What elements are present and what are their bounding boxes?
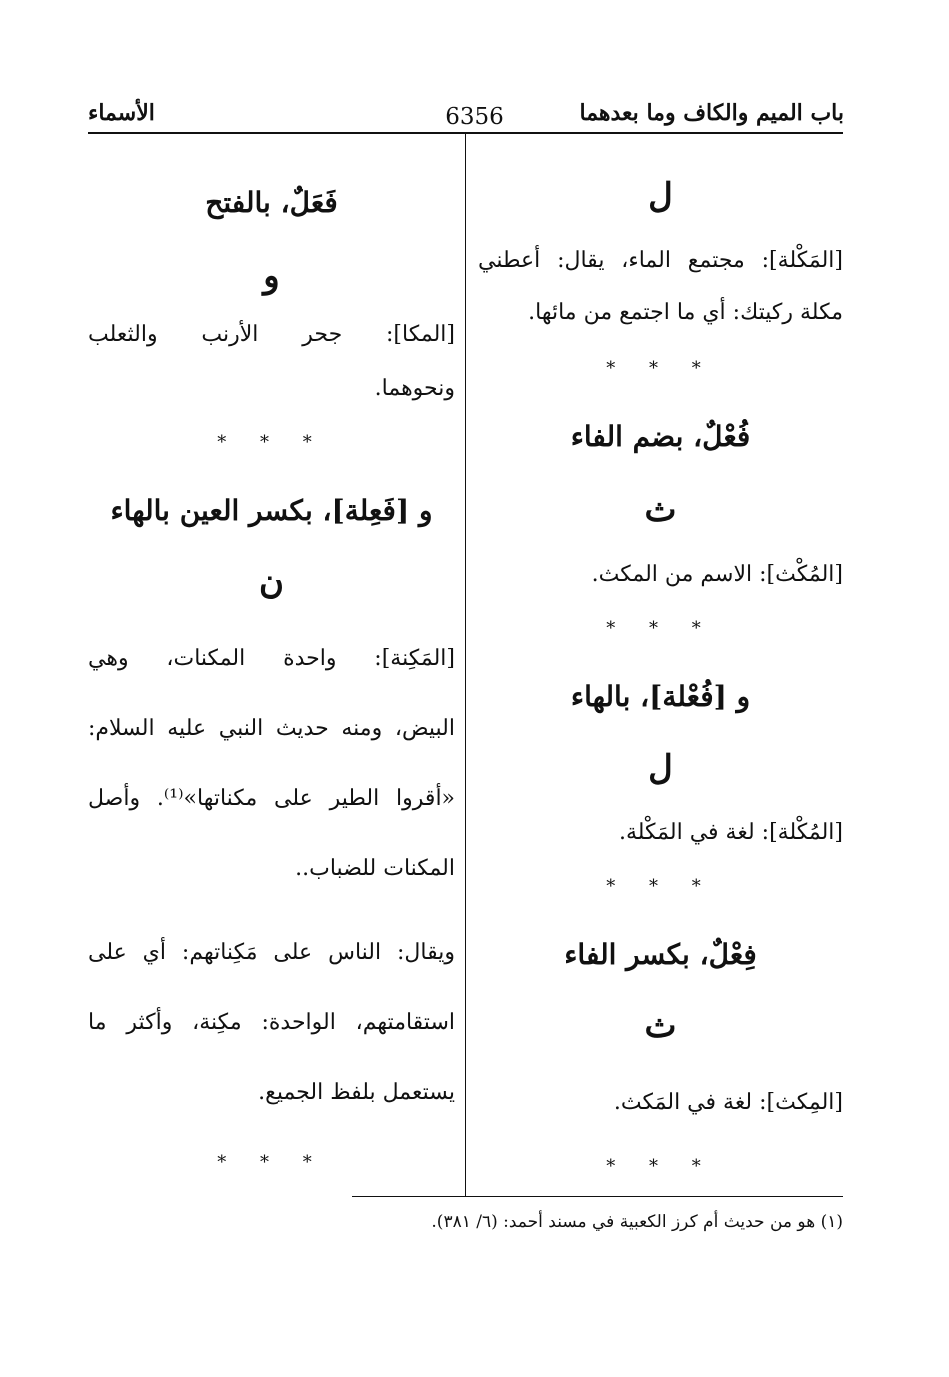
entry-line: «أقروا الطير على مكناتها»⁽¹⁾. وأصل [88, 786, 456, 811]
entry-line: مكلة ركيتك: أي ما اجتمع من مائها. [528, 300, 843, 325]
running-header-right: باب الميم والكاف وما بعدهما [579, 100, 844, 126]
section-separator: * * * [606, 1156, 715, 1177]
section-separator: * * * [606, 618, 715, 639]
pattern-heading: فِعْلٌ، بكسر الفاء [564, 938, 757, 971]
footnote-rule [352, 1196, 843, 1197]
root-letter: ل [648, 748, 673, 788]
entry-line: المكنات للضباب.. [295, 856, 455, 881]
root-letter: و [263, 256, 280, 296]
section-separator: * * * [606, 358, 715, 379]
root-letter: ل [648, 176, 673, 216]
running-header-left: الأسماء [88, 100, 155, 126]
column-divider [465, 134, 466, 1197]
entry-line: يستعمل بلفظ الجميع. [258, 1080, 455, 1105]
pattern-heading: و [فُعْلة]، بالهاء [570, 680, 751, 713]
root-letter: ث [644, 1006, 677, 1046]
entry-line: [المِكث]: لغة في المَكث. [613, 1090, 843, 1115]
entry-line: استقامتهم، الواحدة: مكِنة، وأكثر ما [88, 1010, 455, 1035]
section-separator: * * * [217, 1152, 326, 1173]
pattern-heading: فُعْلٌ، بضم الفاء [570, 420, 751, 453]
section-separator: * * * [606, 876, 715, 897]
entry-line: ويقال: الناس على مَكِناتهم: أي على [88, 940, 455, 965]
entry-line: [المُكْث]: الاسم من المكث. [591, 562, 843, 587]
entry-line: [المَكْلة]: مجتمع الماء، يقال: أعطني [478, 248, 843, 273]
pattern-heading: فَعَلٌ، بالفتح [205, 186, 338, 219]
entry-line: [المُكْلة]: لغة في المَكْلة. [618, 820, 843, 845]
root-letter: ن [259, 562, 284, 602]
entry-line: ونحوهما. [374, 376, 455, 401]
entry-line: [المَكِنة]: واحدة المكنات، وهي [88, 646, 455, 671]
pattern-heading: و [فَعِلة]، بكسر العين بالهاء [110, 494, 433, 527]
entry-line: البيض، ومنه حديث النبي عليه السلام: [88, 716, 455, 741]
footnote: (١) هو من حديث أم كرز الكعبية في مسند أحمد: (٦/ ٣٨١). [431, 1212, 843, 1232]
entry-line: [المكا]: جحر الأرنب والثعلب [88, 322, 455, 347]
root-letter: ث [644, 490, 677, 530]
page-number: 6356 [445, 104, 504, 130]
section-separator: * * * [217, 432, 326, 453]
